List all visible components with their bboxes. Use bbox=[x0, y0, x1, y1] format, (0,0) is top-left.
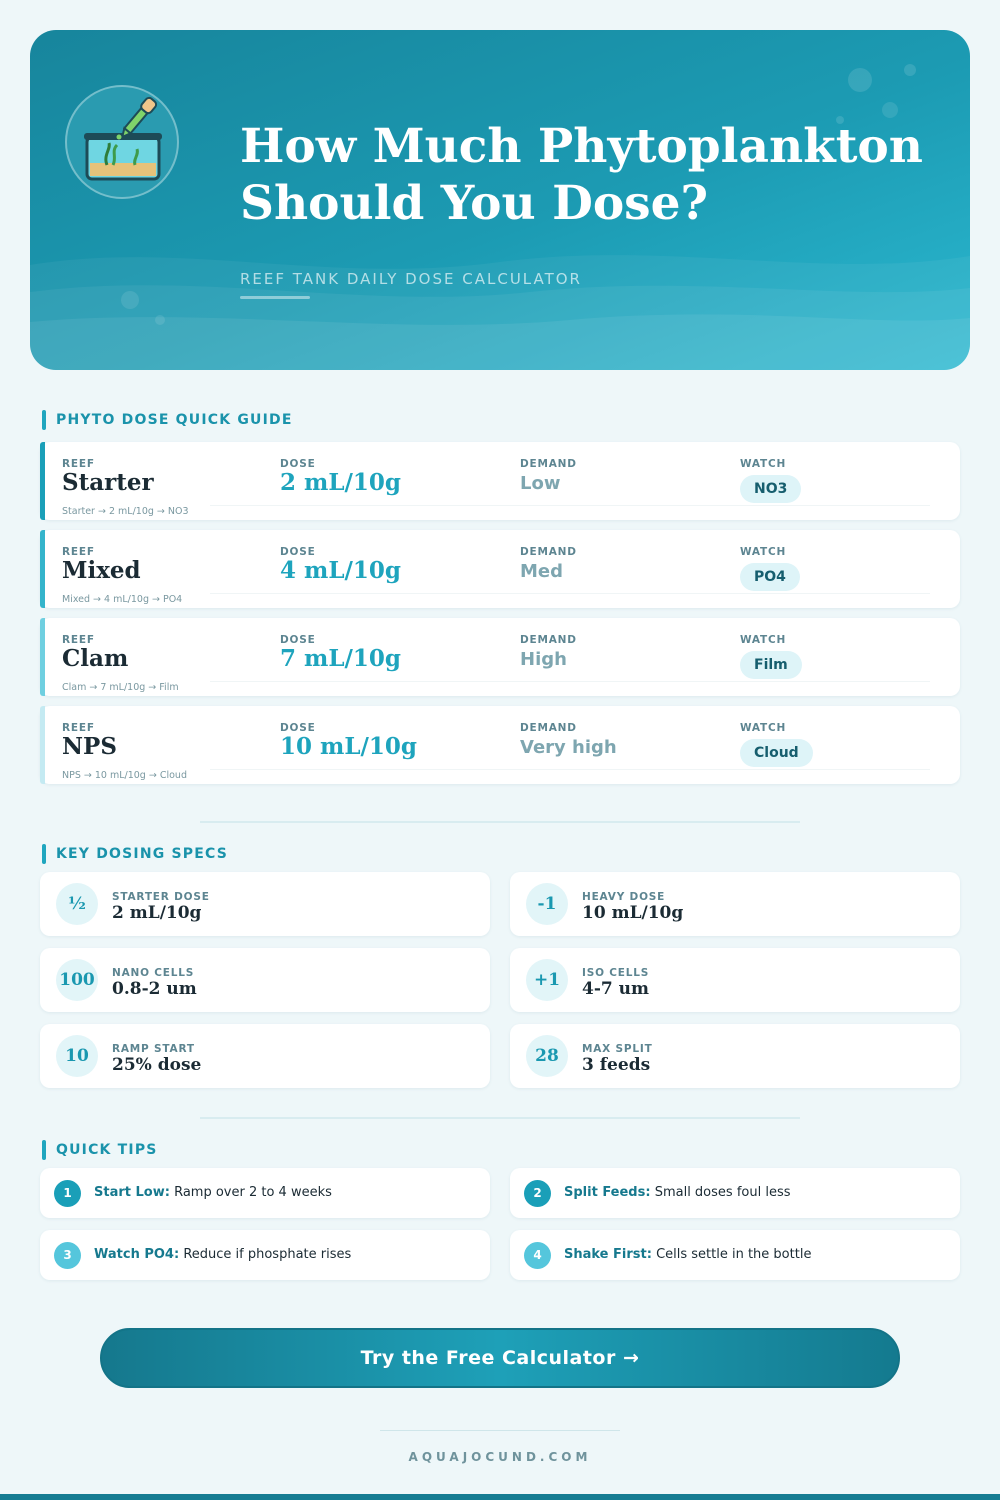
row-divider bbox=[210, 505, 930, 506]
spec-label: ISO CELLS bbox=[582, 967, 650, 979]
demand-column-label: DEMAND bbox=[520, 458, 577, 470]
dose-guide-heading: PHYTO DOSE QUICK GUIDE bbox=[42, 410, 293, 430]
watch-column-label: WATCH bbox=[740, 722, 787, 734]
tip-title: Split Feeds: bbox=[564, 1185, 651, 1200]
guide-row-clam bbox=[40, 618, 960, 696]
spec-badge-icon: ½ bbox=[56, 883, 98, 925]
page-subtitle: REEF TANK DAILY DOSE CALCULATOR bbox=[240, 270, 582, 288]
section-divider bbox=[200, 1117, 800, 1119]
demand-column-label: DEMAND bbox=[520, 546, 577, 558]
tip-card bbox=[510, 1168, 960, 1218]
watch-column-label: WATCH bbox=[740, 634, 787, 646]
dose-column-label: DOSE bbox=[280, 546, 316, 558]
demand-column-label: DEMAND bbox=[520, 722, 577, 734]
spec-card bbox=[510, 872, 960, 936]
reef-type: NPS bbox=[62, 733, 117, 760]
spec-label: NANO CELLS bbox=[112, 967, 195, 979]
tip-number-badge: 2 bbox=[524, 1180, 551, 1207]
tip-number-badge: 1 bbox=[54, 1180, 81, 1207]
demand-column-label: DEMAND bbox=[520, 634, 577, 646]
row-summary-path: Starter → 2 mL/10g → NO3 bbox=[62, 506, 189, 517]
spec-badge-icon: -1 bbox=[526, 883, 568, 925]
dose-column-label: DOSE bbox=[280, 634, 316, 646]
page-title bbox=[240, 118, 950, 232]
tip-card bbox=[40, 1230, 490, 1280]
spec-value: 25% dose bbox=[112, 1055, 202, 1075]
reef-column-label: REEF bbox=[62, 458, 95, 470]
tip-title: Start Low: bbox=[94, 1185, 170, 1200]
spec-card bbox=[510, 948, 960, 1012]
tip-number-badge: 3 bbox=[54, 1242, 81, 1269]
dose-value: 10 mL/10g bbox=[280, 733, 418, 760]
spec-label: HEAVY DOSE bbox=[582, 891, 666, 903]
row-summary-path: NPS → 10 mL/10g → Cloud bbox=[62, 770, 187, 781]
row-divider bbox=[210, 769, 930, 770]
reef-type: Starter bbox=[62, 469, 154, 496]
spec-label: MAX SPLIT bbox=[582, 1043, 653, 1055]
spec-badge-icon: 10 bbox=[56, 1035, 98, 1077]
tip-text bbox=[94, 1185, 332, 1200]
watch-badge: NO3 bbox=[740, 475, 801, 503]
tips-heading: QUICK TIPS bbox=[42, 1140, 158, 1160]
spec-value: 0.8-2 um bbox=[112, 979, 197, 999]
guide-row-mixed bbox=[40, 530, 960, 608]
dose-value: 7 mL/10g bbox=[280, 645, 402, 672]
watch-column-label: WATCH bbox=[740, 546, 787, 558]
spec-card bbox=[40, 872, 490, 936]
tip-card bbox=[510, 1230, 960, 1280]
dose-column-label: DOSE bbox=[280, 722, 316, 734]
demand-value: Low bbox=[520, 473, 561, 494]
spec-badge-icon: 100 bbox=[56, 959, 98, 1001]
bottom-bar bbox=[0, 1494, 1000, 1500]
tip-text bbox=[564, 1247, 811, 1262]
footer-divider bbox=[380, 1430, 620, 1431]
reef-column-label: REEF bbox=[62, 634, 95, 646]
reef-type: Clam bbox=[62, 645, 129, 672]
reef-column-label: REEF bbox=[62, 546, 95, 558]
row-summary-path: Mixed → 4 mL/10g → PO4 bbox=[62, 594, 183, 605]
tip-text bbox=[564, 1185, 790, 1200]
reef-column-label: REEF bbox=[62, 722, 95, 734]
spec-value: 10 mL/10g bbox=[582, 903, 684, 923]
tip-card bbox=[40, 1168, 490, 1218]
dose-column-label: DOSE bbox=[280, 458, 316, 470]
tip-body: Small doses foul less bbox=[650, 1185, 791, 1200]
demand-value: High bbox=[520, 649, 567, 670]
watch-badge: Film bbox=[740, 651, 802, 679]
row-accent-bar bbox=[40, 618, 45, 696]
tip-body: Ramp over 2 to 4 weeks bbox=[169, 1185, 332, 1200]
watch-column-label: WATCH bbox=[740, 458, 787, 470]
demand-value: Very high bbox=[520, 737, 617, 758]
row-accent-bar bbox=[40, 706, 45, 784]
watch-badge: Cloud bbox=[740, 739, 813, 767]
dose-value: 4 mL/10g bbox=[280, 557, 402, 584]
spec-card bbox=[40, 1024, 490, 1088]
spec-badge-icon: +1 bbox=[526, 959, 568, 1001]
tip-title: Watch PO4: bbox=[94, 1247, 180, 1262]
dose-value: 2 mL/10g bbox=[280, 469, 402, 496]
subtitle-underline bbox=[240, 296, 310, 299]
row-accent-bar bbox=[40, 530, 45, 608]
tip-title: Shake First: bbox=[564, 1247, 652, 1262]
reef-type: Mixed bbox=[62, 557, 141, 584]
specs-heading: KEY DOSING SPECS bbox=[42, 844, 228, 864]
spec-card bbox=[510, 1024, 960, 1088]
title-line-2: Should You Dose? bbox=[240, 176, 709, 231]
spec-value: 2 mL/10g bbox=[112, 903, 202, 923]
spec-value: 3 feeds bbox=[582, 1055, 651, 1075]
spec-label: STARTER DOSE bbox=[112, 891, 210, 903]
spec-label: RAMP START bbox=[112, 1043, 195, 1055]
tip-number-badge: 4 bbox=[524, 1242, 551, 1269]
spec-value: 4-7 um bbox=[582, 979, 649, 999]
guide-row-nps bbox=[40, 706, 960, 784]
watch-badge: PO4 bbox=[740, 563, 800, 591]
row-divider bbox=[210, 593, 930, 594]
tip-body: Reduce if phosphate rises bbox=[179, 1247, 352, 1262]
aquarium-dropper-logo-icon bbox=[65, 85, 179, 199]
spec-badge-icon: 28 bbox=[526, 1035, 568, 1077]
try-calculator-button[interactable]: Try the Free Calculator → bbox=[100, 1328, 900, 1388]
tip-text bbox=[94, 1247, 351, 1262]
guide-row-starter bbox=[40, 442, 960, 520]
spec-card bbox=[40, 948, 490, 1012]
row-divider bbox=[210, 681, 930, 682]
row-accent-bar bbox=[40, 442, 45, 520]
section-divider bbox=[200, 821, 800, 823]
tip-body: Cells settle in the bottle bbox=[651, 1247, 812, 1262]
hero-banner bbox=[30, 30, 970, 370]
demand-value: Med bbox=[520, 561, 564, 582]
title-line-1: How Much Phytoplankton bbox=[240, 119, 923, 174]
footer-site-link[interactable]: AQUAJOCUND.COM bbox=[408, 1450, 592, 1464]
row-summary-path: Clam → 7 mL/10g → Film bbox=[62, 682, 179, 693]
